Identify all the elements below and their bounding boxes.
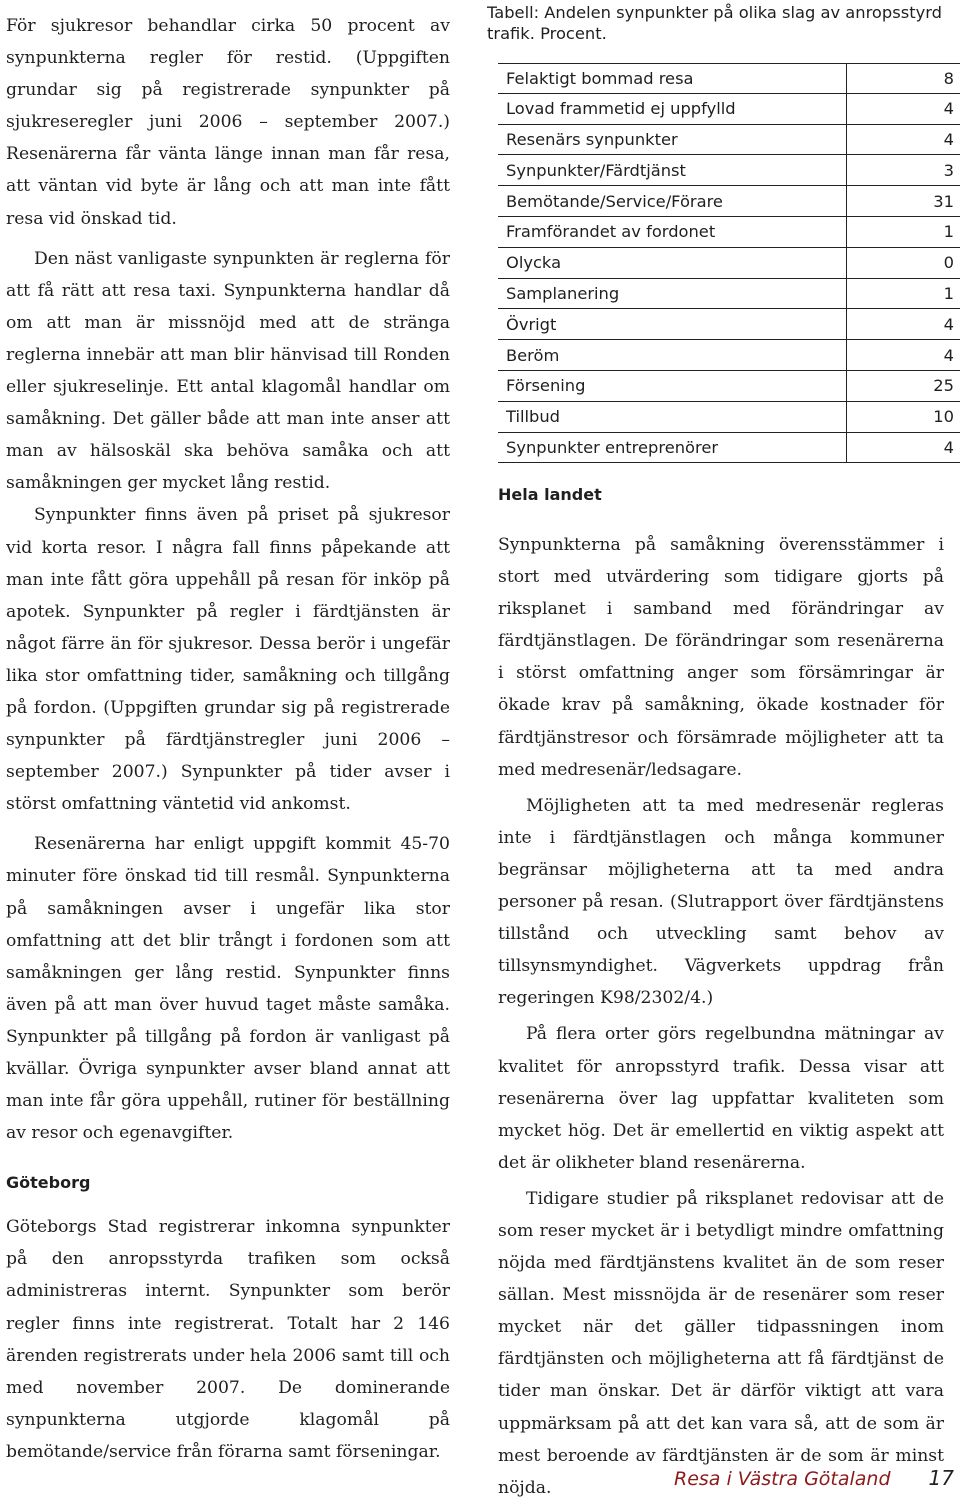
table-row	[498, 125, 960, 156]
publication-title: Resa i Västra Götaland	[674, 1468, 891, 1490]
table-row	[498, 248, 960, 279]
table-cell-value: 4	[943, 314, 954, 334]
table-cell-label: Felaktigt bommad resa	[506, 68, 694, 88]
table-row	[498, 371, 960, 402]
column-divider	[846, 309, 847, 340]
body-paragraph: Möjligheten att ta med medresenär regleras inte i färdtjänstlagen och många kommuner begränsar möjligheterna att ta med andra personer på resan. (Slutrapport över färdtjänstens tillstånd och utveckling samt behov av tillsynsmyndighet. Vägverkets uppdrag från regeringen K98/2302/4.)	[498, 795, 944, 1009]
table-row	[498, 340, 960, 371]
table-cell-label: Beröm	[506, 345, 560, 365]
table-cell-value: 3	[943, 160, 954, 180]
table-cell-label: Synpunkter entreprenörer	[506, 437, 719, 457]
table-row	[498, 309, 960, 340]
table-cell-label: Resenärs synpunkter	[506, 129, 678, 149]
table-row	[498, 402, 960, 433]
table-cell-value: 8	[943, 68, 954, 88]
column-divider	[846, 278, 847, 309]
table-cell-label: Olycka	[506, 253, 562, 273]
complaints-table	[498, 63, 960, 463]
table-cell-label: Försening	[506, 376, 586, 396]
table-row	[498, 186, 960, 217]
section-heading-hela-landet: Hela landet	[498, 485, 602, 504]
column-divider	[846, 401, 847, 432]
table-cell-label: Övrigt	[506, 314, 557, 334]
body-paragraph: Göteborgs Stad registrerar inkomna synpunkter på den anropsstyrda trafiken som också administreras internt. Synpunkter som berör regler finns inte registrerat. Totalt har 2 146 ärenden registrerats under hela 2006 samt till och med november 2007. De dominerande synpunkterna utgjorde klagomål på bemötande/service från förarna samt förseningar.	[6, 1217, 450, 1462]
column-divider	[846, 370, 847, 401]
body-paragraph: För sjukresor behandlar cirka 50 procent av synpunkterna regler för restid. (Uppgiften grundar sig på registrerade synpunkter på sjukreseregler juni 2006 – september 2007.) Resenärerna får vänta länge innan man får resa, att väntan vid byte är lång och att man inte fått resa vid önskad tid.	[6, 16, 450, 229]
table-row	[498, 217, 960, 248]
page-number: 17	[928, 1466, 954, 1490]
left-column	[6, 10, 450, 1468]
table-cell-label: Lovad frammetid ej uppfylld	[506, 99, 736, 119]
table-cell-value: 4	[943, 99, 954, 119]
body-paragraph: Tidigare studier på riksplanet redovisar att de som reser mycket är i betydligt mindre omfattning nöjda med färdtjänstens kvalitet än de som reser sällan. Mest missnöjda är de resenärer som reser mycket när det gäller tidpassningen inom färdtjänsten och möjligheterna att få färdtjänst de tider man önskar. Det är därför viktigt att vara uppmärksam på att det kan vara så, att de som är mest beroende av färdtjänsten är de som är minst nöjda.	[498, 1188, 944, 1498]
body-paragraph: Synpunkter finns även på priset på sjukresor vid korta resor. I några fall finns påpekande att man inte fått göra uppehåll på resan för inköp på apotek. Synpunkter på regler i färdtjänsten är något färre än för sjukresor. Dessa berör i ungefär lika stor omfattning tider, samåkning och tillgång på fordon. (Uppgiften grundar sig på registrerade synpunkter på färdtjänstregler juni 2006 – september 2007.) Synpunkter på tider avser i störst omfattning väntetid vid ankomst.	[6, 505, 450, 815]
table-row	[498, 279, 960, 310]
body-paragraph: Den näst vanligaste synpunkten är reglerna för att få rätt att resa taxi. Synpunkterna handlar då om att man är missnöjd med att de stränga reglerna innebär att man blir hänvisad till Ronden eller sjukreselinje. Ett antal klagomål handlar om samåkning. Det gäller både att man inte anser att man av hälsoskäl ska behöva samåka och att samåkningen ger mycket lång restid.	[6, 248, 450, 494]
column-divider	[846, 155, 847, 186]
column-divider	[846, 216, 847, 247]
table-caption: Tabell: Andelen synpunkter på olika slag av anropsstyrd trafik. Procent.	[487, 3, 942, 43]
table-cell-value: 31	[933, 191, 954, 211]
body-paragraph: På flera orter görs regelbundna mätningar av kvalitet för anropsstyrd trafik. Dessa visar att resenärerna över lag uppfattar kvaliteten som mycket hög. Det är emellertid en viktig aspekt att det är olikheter bland resenärerna.	[498, 1024, 944, 1173]
column-divider	[846, 63, 847, 94]
body-paragraph: Resenärerna har enligt uppgift kommit 45-70 minuter före önskad tid till resmål. Synpunkterna på samåkningen avser i ungefär lika stor omfattning att det blir trångt i fordonen som att samåkningen ger lång restid. Synpunkter finns även på att man över huvud taget måste samåka. Synpunkter på tillgång på fordon är vanligast på kvällar. Övriga synpunkter avser bland annat att man inte får göra uppehåll, rutiner för beställning av resor och egenavgifter.	[6, 834, 450, 1144]
table-cell-value: 25	[933, 376, 954, 396]
column-divider	[846, 340, 847, 371]
table-cell-value: 4	[943, 345, 954, 365]
column-divider	[846, 186, 847, 217]
table-cell-value: 0	[943, 253, 954, 273]
table-cell-value: 1	[943, 222, 954, 242]
page-footer	[674, 1466, 954, 1490]
table-cell-value: 10	[933, 407, 954, 427]
table-cell-value: 4	[943, 437, 954, 457]
body-paragraph: Synpunkterna på samåkning överensstämmer i stort med utvärdering som tidigare gjorts på riksplanet i samband med förändringar av färdtjänstlagen. De förändringar som resenärerna i störst omfattning anger som försämringar är ökade krav på samåkning, ökade kostnader för färdtjänstresor och försämrade möjligheter att ta med medresenär/ledsagare.	[498, 535, 944, 780]
table-cell-value: 1	[943, 283, 954, 303]
table-cell-label: Synpunkter/Färdtjänst	[506, 160, 686, 180]
table-row	[498, 94, 960, 125]
table-cell-label: Tillbud	[506, 407, 561, 427]
column-divider	[846, 124, 847, 155]
right-column	[498, 529, 944, 1504]
table-cell-label: Framförandet av fordonet	[506, 222, 716, 242]
section-heading-goteborg: Göteborg	[6, 1173, 91, 1193]
table-cell-value: 4	[943, 129, 954, 149]
column-divider	[846, 432, 847, 463]
column-divider	[846, 247, 847, 278]
table-row	[498, 433, 960, 464]
table-row	[498, 63, 960, 94]
table-cell-label: Samplanering	[506, 283, 620, 303]
table-row	[498, 155, 960, 186]
table-cell-label: Bemötande/Service/Förare	[506, 191, 723, 211]
column-divider	[846, 93, 847, 124]
